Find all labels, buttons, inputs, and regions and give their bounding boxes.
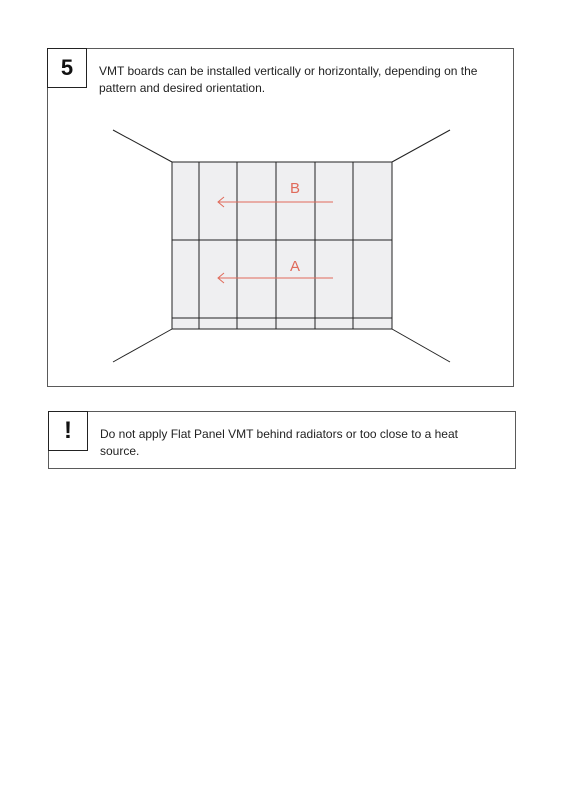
room-line-top-left (113, 130, 172, 162)
exclamation-glyph: ! (64, 417, 72, 444)
step-number: 5 (60, 55, 74, 80)
warning-note (48, 411, 516, 469)
back-wall-panels (172, 162, 392, 329)
step-number-badge (47, 48, 87, 88)
room-line-top-right (392, 130, 450, 162)
exclamation-icon (48, 411, 88, 451)
warning-text: Do not apply Flat Panel VMT behind radiators or too close to a heat source. (100, 427, 458, 458)
row-label-b: B (289, 180, 301, 197)
step-instruction: VMT boards can be installed vertically or horizontally, depending on the pattern and desired orientation. (99, 64, 478, 95)
room-line-bottom-left (113, 329, 172, 362)
wall-panel-diagram (48, 49, 515, 388)
row-label-a: A (289, 258, 301, 275)
step-5-section (47, 48, 514, 387)
room-line-bottom-right (392, 329, 450, 362)
